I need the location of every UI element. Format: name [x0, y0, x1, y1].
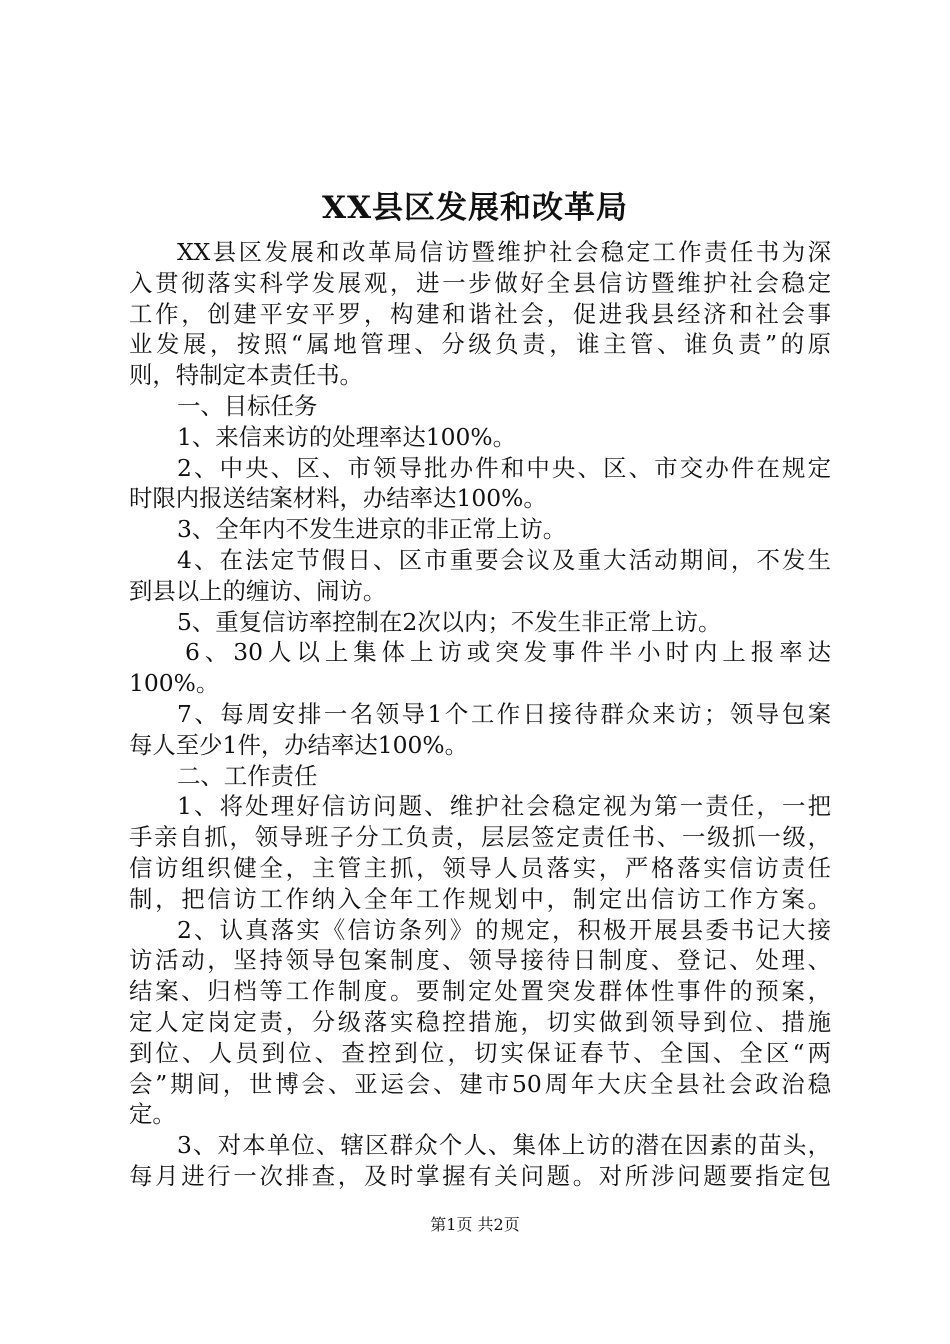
paragraph-line: 3、全年内不发生进京的非正常上访。: [177, 515, 567, 544]
paragraph-line: 7、每周安排一名领导1个工作日接待群众来访；领导包案: [177, 699, 831, 728]
paragraph-line: 制，把信访工作纳入全年工作规划中，制定出信访工作方案。: [129, 884, 831, 913]
paragraph-line: 手亲自抓，领导班子分工负责，层层签定责任书、一级抓一级，: [129, 823, 831, 852]
paragraph-line: 定人定岗定责，分级落实稳控措施，切实做到领导到位、措施: [129, 1007, 831, 1036]
paragraph-line: 入贯彻落实科学发展观，进一步做好全县信访暨维护社会稳定: [129, 268, 831, 297]
paragraph-line: 会”期间，世博会、亚运会、建市50周年大庆全县社会政治稳: [129, 1069, 831, 1098]
paragraph-line: 3、对本单位、辖区群众个人、集体上访的潜在因素的苗头，: [177, 1131, 831, 1160]
paragraph-line: 时限内报送结案材料，办结率达100%。: [129, 484, 547, 513]
paragraph-line: 工作，创建平安平罗，构建和谐社会，促进我县经济和社会事: [129, 299, 831, 328]
document-title: XX县区发展和改革局: [321, 190, 629, 226]
paragraph-line: 1、来信来访的处理率达100%。: [177, 422, 517, 451]
paragraph-line: 到县以上的缠访、闹访。: [129, 576, 387, 605]
document-body: [129, 237, 831, 1192]
paragraph-line: 每月进行一次排查，及时掌握有关问题。对所涉问题要指定包: [129, 1161, 831, 1190]
paragraph-line: 4、在法定节假日、区市重要会议及重大活动期间，不发生: [177, 545, 831, 574]
paragraph-line: 则，特制定本责任书。: [129, 361, 363, 390]
paragraph-line: 6、30人以上集体上访或突发事件半小时内上报率达: [185, 638, 831, 667]
paragraph-line: 信访组织健全，主管主抓，领导人员落实，严格落实信访责任: [129, 853, 831, 882]
paragraph-line: XX县区发展和改革局信访暨维护社会稳定工作责任书为深: [177, 238, 831, 266]
paragraph-line: 1、将处理好信访问题、维护社会稳定视为第一责任，一把: [177, 792, 831, 821]
page-footer: 第1页 共2页: [430, 1215, 520, 1234]
paragraph-line: 结案、归档等工作制度。要制定处置突发群体性事件的预案，: [129, 977, 831, 1006]
paragraph-line: 2、中央、区、市领导批办件和中央、区、市交办件在规定: [177, 453, 831, 482]
paragraph-line: 定。: [129, 1100, 176, 1129]
paragraph-line: 到位、人员到位、查控到位，切实保证春节、全国、全区“两: [129, 1038, 831, 1067]
paragraph-line: 业发展，按照“属地管理、分级负责，谁主管、谁负责”的原: [129, 330, 831, 359]
paragraph-line: 二、工作责任: [177, 761, 318, 790]
paragraph-line: 2、认真落实《信访条列》的规定，积极开展县委书记大接: [177, 915, 831, 944]
paragraph-line: 每人至少1件，办结率达100%。: [129, 730, 469, 759]
paragraph-line: 5、重复信访率控制在2次以内；不发生非正常上访。: [177, 607, 722, 636]
paragraph-line: 一、目标任务: [177, 391, 318, 420]
paragraph-line: 访活动，坚持领导包案制度、领导接待日制度、登记、处理、: [129, 946, 831, 975]
paragraph-line: 100%。: [129, 669, 220, 698]
